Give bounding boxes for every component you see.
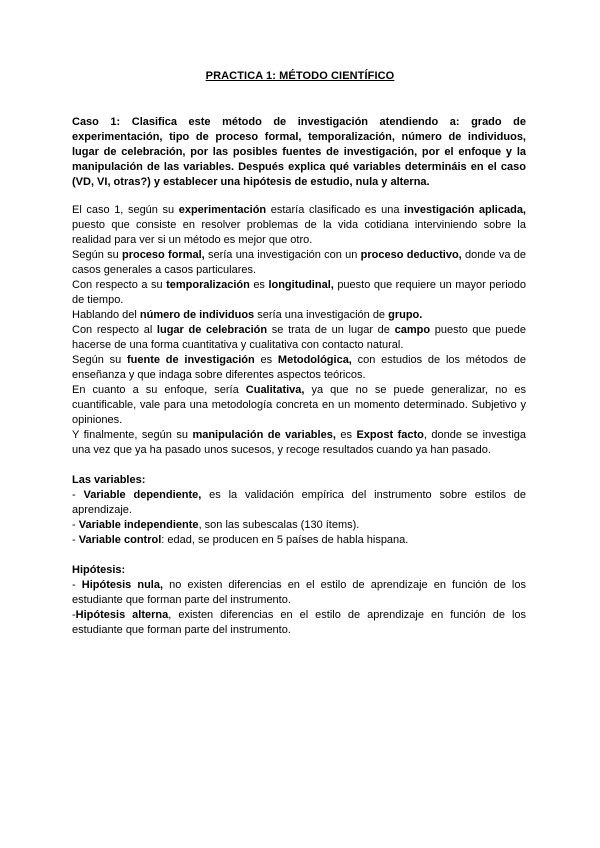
case-statement: Caso 1: Clasifica este método de investigación atendiendo a: grado de experimentación, tipo de proceso formal, temporalización, número de individuos, lugar de celebración, por las posibles fuentes de investigación, por el enfoque y la manipulación de las variables. Después explica qué variables determináis en el caso (VD, VI, otras?) y establecer una hipótesis de estudio, nula y alterna. (72, 116, 526, 188)
bold-term: Hipótesis nula, (81, 579, 164, 591)
text: puesto que puede hacerse de una forma cuantitativa y cualitativa con contacto natural. (72, 324, 527, 351)
text: con estudios de los métodos de enseñanza y que indaga sobre diferentes aspectos teóricos. (72, 354, 527, 381)
text: es (254, 354, 278, 366)
paragraph-numero-individuos (72, 308, 526, 323)
paragraph-experimentacion (72, 203, 526, 248)
bold-term: número de individuos (139, 309, 255, 321)
bullet: - (72, 609, 76, 621)
text: es la validación empírica del instrumento sobre estilos de aprendizaje. (72, 489, 526, 516)
bold-term: investigación aplicada, (404, 204, 526, 216)
paragraph-temporalizacion (72, 278, 526, 308)
text: , donde se investiga una vez que ya ha pasado unos sucesos, y recoge resultados cuando ya han pasado. (72, 429, 527, 456)
document-title: PRACTICA 1: MÉTODO CIENTÍFICO (205, 70, 395, 82)
text: sería una investigación de (254, 309, 389, 321)
text: es (249, 279, 269, 291)
paragraph-manipulacion-variables (72, 428, 526, 458)
text: estaría clasificado es una (266, 204, 405, 216)
text: Con respecto al (72, 324, 157, 336)
text: donde va de casos generales a casos particulares. (72, 249, 526, 276)
text: : edad, se producen en 5 países de habla hispana. (161, 534, 409, 546)
text: Y finalmente, según su (72, 429, 193, 441)
bullet: - (72, 579, 82, 591)
bullet: - (72, 534, 79, 546)
bold-term: Hipótesis alterna (75, 609, 169, 621)
bold-term: campo (394, 324, 431, 336)
bold-term: longitudinal, (268, 279, 334, 291)
paragraph-lugar-celebracion (72, 323, 526, 353)
text: Según su (72, 354, 127, 366)
bold-term: proceso deductivo, (360, 249, 462, 261)
paragraph-enfoque (72, 383, 526, 428)
bold-term: Expost facto (356, 429, 424, 441)
bullet: - (72, 519, 79, 531)
bold-term: Variable control (78, 534, 162, 546)
text: sería una investigación con un (204, 249, 361, 261)
list-item-variable-control (72, 533, 526, 548)
list-item-variable-independiente (72, 518, 526, 533)
text: es (335, 429, 357, 441)
text: ya que no se puede generalizar, no es cuantificable, vale para una metodología concreta en un momento determinado. Subjetivo y opiniones. (72, 384, 526, 426)
bold-term: manipulación de variables, (192, 429, 336, 441)
paragraph-fuente-investigacion (72, 353, 526, 383)
text: Con respecto a su (72, 279, 167, 291)
text: se trata de un lugar de (267, 324, 395, 336)
bold-term: experimentación (178, 204, 267, 216)
bold-term: Metodológica, (277, 354, 352, 366)
list-item-hipotesis-alterna (72, 608, 526, 638)
text: Hablando del (72, 309, 140, 321)
bold-term: temporalización (166, 279, 250, 291)
variables-heading: Las variables: (72, 474, 146, 486)
bold-term: fuente de investigación (127, 354, 255, 366)
spacer (72, 548, 526, 563)
text: no existen diferencias en el estilo de aprendizaje en función de los estudiante que forman parte del instrumento. (72, 579, 526, 606)
text: , son las subescalas (130 ítems). (198, 519, 360, 531)
bold-term: lugar de celebración (156, 324, 268, 336)
bold-term: grupo. (388, 309, 423, 321)
text: En cuanto a su enfoque, sería (72, 384, 246, 396)
text: , existen diferencias en el estilo de aprendizaje en función de los estudiante que forman parte del instrumento. (72, 609, 527, 636)
bold-term: Variable dependiente, (83, 489, 202, 501)
hipotesis-heading: Hipótesis: (72, 564, 126, 576)
document-body (72, 115, 526, 638)
list-item-hipotesis-nula (72, 578, 526, 608)
text: Según su (72, 249, 122, 261)
text: El caso 1, según su (72, 204, 179, 216)
spacer (72, 458, 526, 473)
bullet: - (72, 489, 84, 501)
text: puesto que consiste en resolver problemas de la vida cotidiana interviniendo sobre la realidad para ver si un método es mejor que otro. (72, 219, 526, 246)
bold-term: Variable independiente (78, 519, 199, 531)
list-item-variable-dependiente (72, 488, 526, 518)
paragraph-proceso-formal (72, 248, 526, 278)
bold-term: Cualitativa, (245, 384, 305, 396)
bold-term: proceso formal, (121, 249, 205, 261)
text: puesto que requiere un mayor periodo de tiempo. (72, 279, 526, 306)
